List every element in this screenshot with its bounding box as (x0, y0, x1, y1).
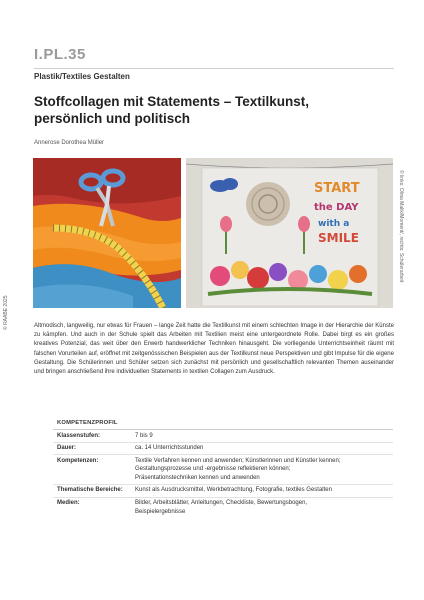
profile-value: Bilder, Arbeitsblätter, Anleitungen, Checkliste, Bewertungsbogen, Beispielergebnisse (135, 500, 308, 515)
author-name: Annerose Dorothea Müller (34, 140, 105, 146)
profile-row-grade (53, 430, 393, 443)
fabric-scissors-photo (33, 158, 181, 308)
title-line-2: persönlich und politisch (34, 111, 191, 126)
document-code: I.PL.35 (34, 46, 86, 63)
copyright-text: © RAABE 2025 (3, 295, 9, 330)
title-line-1: Stoffcollagen mit Statements – Textilkunst, (34, 94, 310, 109)
profile-row-duration (53, 443, 393, 456)
collage-text-start: START (314, 181, 360, 196)
header-divider (34, 68, 394, 69)
textile-collage-illustration (186, 158, 393, 308)
profile-value: Textile Verfahren kennen und anwenden; Künstlerinnen und Künstler kennen; Gestaltungsprozesse und -ergebnisse reflektieren können; Präsentationstechniken kennen und anwenden (135, 457, 341, 481)
profile-value: 7 bis 9 (135, 432, 153, 439)
photo-credit-sidebar (398, 170, 414, 310)
collage-text-the-day: the DAY (314, 202, 359, 213)
collage-text-with-a: with a (318, 219, 350, 229)
profile-label: Thematische Bereiche: (57, 487, 123, 494)
profile-label: Medien: (57, 500, 80, 507)
profile-label: Klassenstufen: (57, 432, 101, 439)
competence-profile (53, 418, 393, 518)
profile-row-media (53, 498, 393, 518)
photo-credit-text: © links: Olma Malik/Moment/, rechts: Schülerarbeit (398, 170, 404, 283)
fabric-scissors-illustration (33, 158, 181, 308)
page-title (34, 93, 334, 127)
collage-text-smile: SMILE (318, 231, 359, 245)
textile-collage-photo (186, 158, 393, 308)
subject-category: Plastik/Textiles Gestalten (34, 72, 130, 81)
profile-row-competences (53, 455, 393, 485)
copyright-sidebar (3, 270, 13, 330)
profile-label: Kompetenzen: (57, 457, 99, 464)
intro-paragraph: Altmodisch, langweilig, nur etwas für Frauen – lange Zeit hatte die Textilkunst mit einem schlechten Image in der Hierarchie der Künste zu kämpfen. Und auch in der Schule spielt das Arbeiten mit Textilien meist eine untergeordnete Rolle. Dabei birgt es ein großes kreatives Potenzial, das weit über den Erwerb handwerklicher Techniken hinausgeht. Die vorliegende Unterrichtseinheit räumt mit falschen Vorurteilen auf, eröffnet mit zeitgenössischen Beispielen aus der Textilkunst neue Perspektiven und gibt Impulse für die eigene Gestaltung. Die Schülerinnen und Schüler setzen sich zunächst mit persönlich und gesellschaftlich relevanten Themen auseinander und bringen anschließend ihre individuellen Statements in textilen Collagen zum Ausdruck. (34, 323, 394, 376)
profile-label: Dauer: (57, 445, 77, 452)
profile-row-topics (53, 485, 393, 498)
profile-value: ca. 14 Unterrichtsstunden (135, 445, 204, 452)
competence-profile-heading: KOMPETENZPROFIL (53, 418, 393, 430)
profile-value: Kunst als Ausdrucksmittel, Werkbetrachtung, Fotografie, textiles Gestalten (135, 487, 332, 494)
